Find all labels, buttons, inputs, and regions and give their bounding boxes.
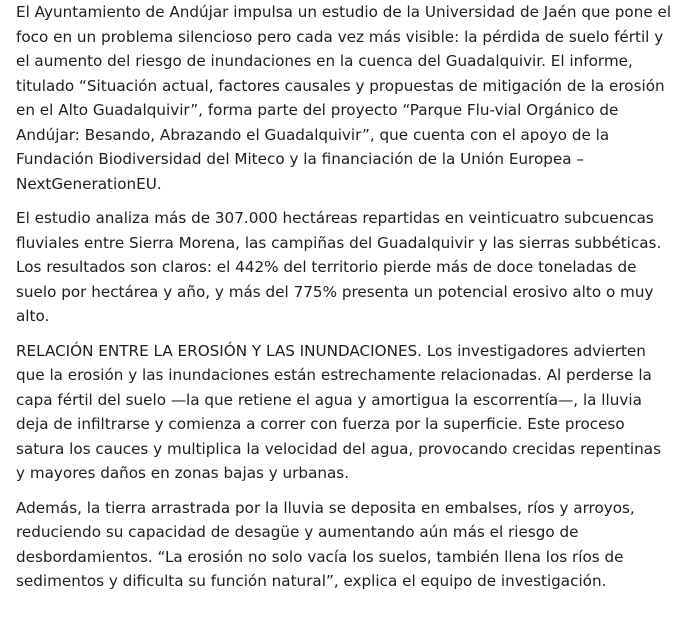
- article-body: [16, 0, 672, 604]
- paragraph-sediments: Además, la tierra arrastrada por la lluvia se deposita en embalses, ríos y arroyos, reduciendo su capacidad de desagüe y aumentando aún más el riesgo de desbordamientos. “La erosión no solo vacía los suelos, también llena los ríos de sedimentos y dificulta su función natural”, explica el equipo de investigación.: [16, 498, 635, 590]
- paragraph-study-results: El estudio analiza más de 307.000 hectáreas repartidas en veinticuatro subcuencas fluviales entre Sierra Morena, las campiñas del Guadalquivir y las sierras subbéticas. Los resultados son claros: el 442% del territorio pierde más de doce toneladas de suelo por hectárea y año, y más del 775% presenta un potencial erosivo alto o muy alto.: [16, 209, 662, 325]
- paragraph-erosion-floods: RELACIÓN ENTRE LA EROSIÓN Y LAS INUNDACIONES. Los investigadores advierten que la erosión y las inundaciones están estrechamente relacionadas. Al perderse la capa fértil del suelo —la que retiene el agua y amortigua la escorrentía—, la lluvia deja de infiltrarse y comienza a correr con fuerza por la superficie. Este proceso satura los cauces y multiplica la velocidad del agua, provocando crecidas repentinas y mayores daños en zonas bajas y urbanas.: [16, 341, 662, 482]
- paragraph-intro: El Ayuntamiento de Andújar impulsa un estudio de la Universidad de Jaén que pone el foco en un problema silencioso pero cada vez más visible: la pérdida de suelo fértil y el aumento del riesgo de inundaciones en la cuenca del Guadalquivir. El informe, titulado “Situación actual, factores causales y propuestas de mitigación de la erosión en el Alto Guadalquivir”, forma parte del proyecto “Parque Flu-vial Orgánico de Andújar: Besando, Abrazando el Guadalquivir”, que cuenta con el apoyo de la Fundación Biodiversidad del Miteco y la financiación de la Unión Europea – NextGenerationEU.: [16, 3, 672, 193]
